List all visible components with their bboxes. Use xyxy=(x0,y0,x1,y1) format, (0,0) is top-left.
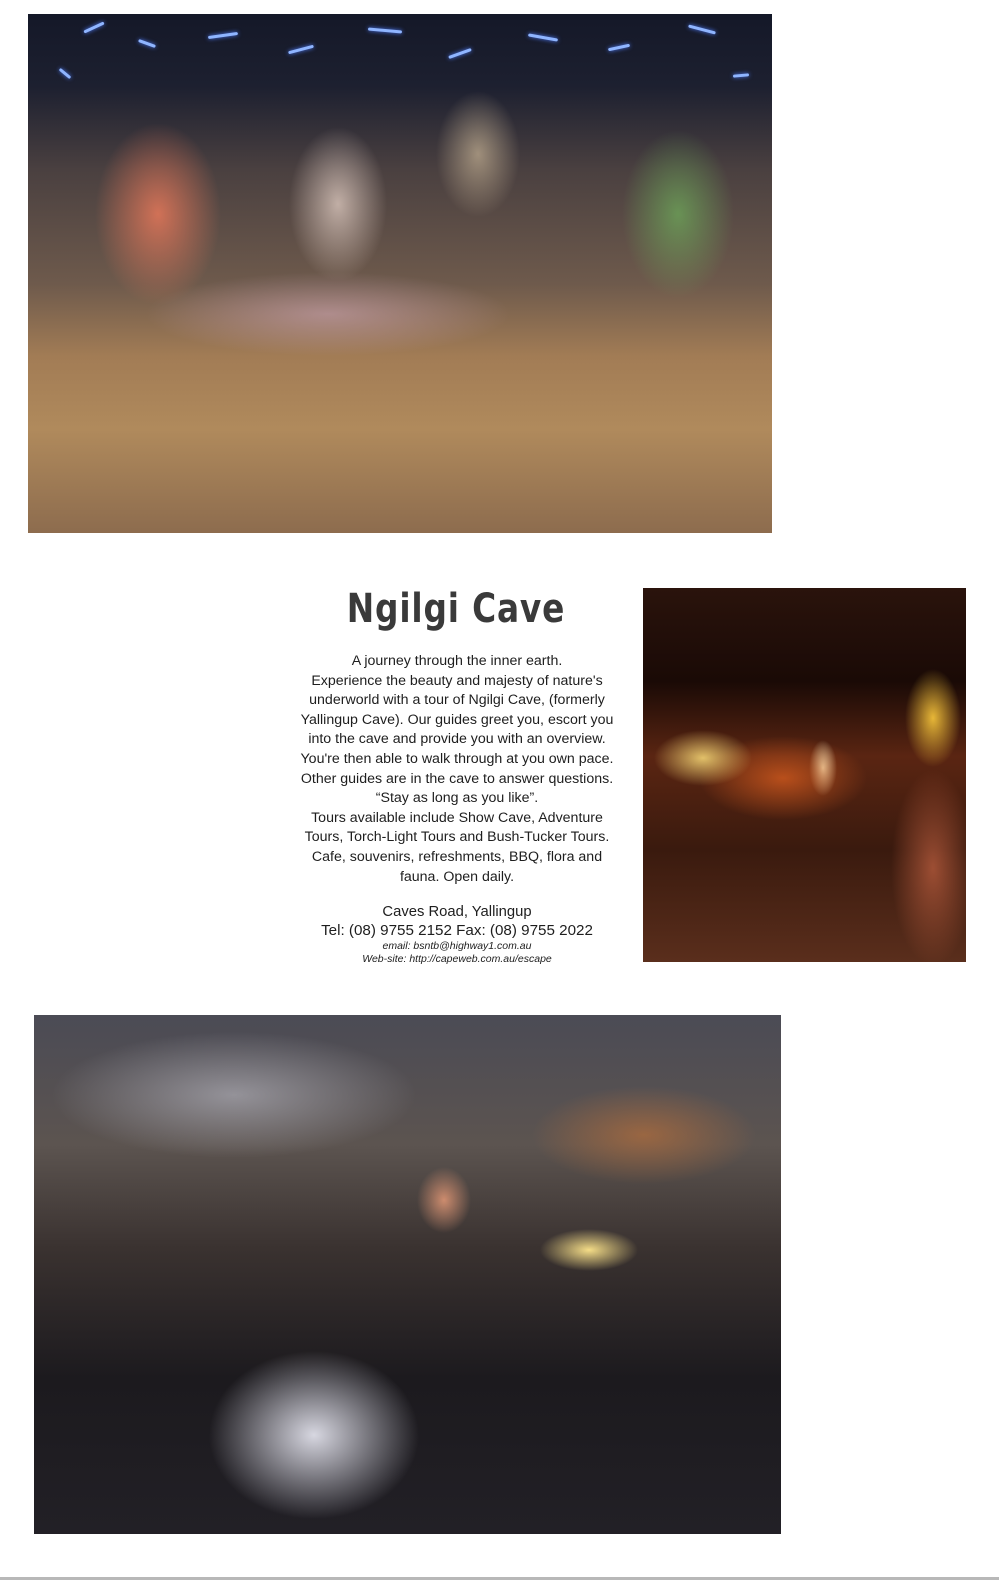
light-reflection-icon xyxy=(528,33,558,41)
text-line: fauna. Open daily. xyxy=(399,868,515,885)
text-line: “Stay as long as you like”. xyxy=(375,790,539,807)
page-title: Ngilgi Cave xyxy=(346,586,566,632)
light-reflection-icon xyxy=(138,39,156,48)
text-line: Cafe, souvenirs, refreshments, BBQ, flora and xyxy=(311,848,603,865)
cave-photo-bottom xyxy=(34,1015,781,1534)
description-text xyxy=(262,652,652,887)
text-line: A journey through the inner earth. xyxy=(351,653,563,669)
text-line: You're then able to walk through at you own pace. xyxy=(300,750,614,767)
light-reflection-icon xyxy=(608,44,630,52)
cave-photo-right xyxy=(643,588,966,962)
text-line: Other guides are in the cave to answer questions. xyxy=(300,770,614,787)
light-reflection-icon xyxy=(288,45,314,55)
contact-block xyxy=(262,902,652,966)
light-reflection-icon xyxy=(59,68,72,79)
light-reflection-icon xyxy=(733,73,749,77)
light-reflection-icon xyxy=(448,48,472,59)
text-line: into the cave and provide you with an overview. xyxy=(308,731,606,748)
light-reflection-icon xyxy=(83,21,104,33)
address: Caves Road, Yallingup xyxy=(382,904,532,920)
text-line: Experience the beauty and majesty of nature's xyxy=(311,672,603,689)
light-reflection-icon xyxy=(208,32,238,39)
email: email: bsntb@highway1.com.au xyxy=(382,940,532,952)
website: Web-site: http://capeweb.com.au/escape xyxy=(362,953,552,965)
phone-fax: Tel: (08) 9755 2152 Fax: (08) 9755 2022 xyxy=(321,922,593,939)
cave-photo-top xyxy=(28,14,772,533)
text-line: Yallingup Cave). Our guides greet you, escort you xyxy=(300,711,614,728)
page-edge-divider xyxy=(0,1577,999,1580)
light-reflection-icon xyxy=(688,24,716,34)
light-reflection-icon xyxy=(368,28,402,34)
text-line: Tours available include Show Cave, Adventure xyxy=(311,809,603,826)
text-line: underworld with a tour of Ngilgi Cave, (formerly xyxy=(309,692,605,709)
text-line: Tours, Torch-Light Tours and Bush-Tucker Tours. xyxy=(304,829,610,846)
